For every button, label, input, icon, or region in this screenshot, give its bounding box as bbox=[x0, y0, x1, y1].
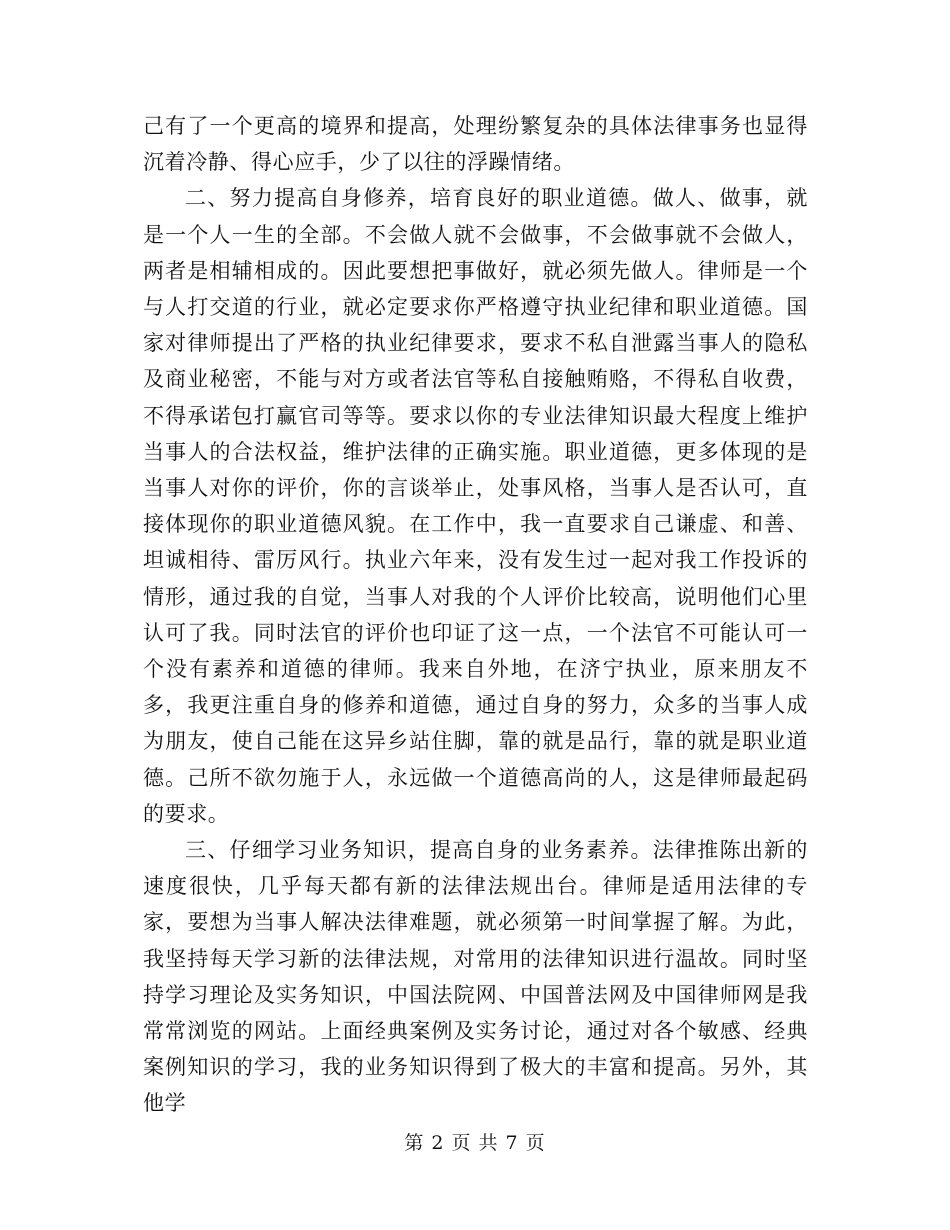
page-number-footer: 第 2 页 共 7 页 bbox=[404, 1132, 546, 1154]
document-body bbox=[143, 108, 808, 1122]
paragraph-business-knowledge: 三、仔细学习业务知识，提高自身的业务素养。法律推陈出新的速度很快，几乎每天都有新的法律法规出台。律师是适用法律的专家，要想为当事人解决法律难题，就必须第一时间掌握了解。为此，我坚持每天学习新的法律法规，对常用的法律知识进行温故。同时坚持学习理论及实务知识，中国法院网、中国普法网及中国律师网是我常常浏览的网站。上面经典案例及实务讨论，通过对各个敏感、经典案例知识的学习，我的业务知识得到了极大的丰富和提高。另外，其他学 bbox=[143, 838, 808, 1116]
paragraph-professional-ethics: 二、努力提高自身修养，培育良好的职业道德。做人、做事，就是一个人一生的全部。不会做人就不会做事，不会做事就不会做人，两者是相辅相成的。因此要想把事做好，就必须先做人。律师是一个与人打交道的行业，就必定要求你严格遵守执业纪律和职业道德。国家对律师提出了严格的执业纪律要求，要求不私自泄露当事人的隐私及商业秘密，不能与对方或者法官等私自接触贿赂，不得私自收费，不得承诺包打赢官司等等。要求以你的专业法律知识最大程度上维护当事人的合法权益，维护法律的正确实施。职业道德，更多体现的是当事人对你的评价，你的言谈举止，处事风格，当事人是否认可，直接体现你的职业道德风貌。在工作中，我一直要求自己谦虚、和善、坦诚相待、雷厉风行。执业六年来，没有发生过一起对我工作投诉的情形，通过我的自觉，当事人对我的个人评价比较高，说明他们心里认可了我。同时法官的评价也印证了这一点，一个法官不可能认可一个没有素养和道德的律师。我来自外地，在济宁执业，原来朋友不多，我更注重自身的修养和道德，通过自身的努力，众多的当事人成为朋友，使自己能在这异乡站住脚，靠的就是品行，靠的就是职业道德。己所不欲勿施于人，永远做一个道德高尚的人，这是律师最起码的要求。 bbox=[143, 186, 808, 826]
paragraph-continuation: 己有了一个更高的境界和提高，处理纷繁复杂的具体法律事务也显得沉着冷静、得心应手，少了以往的浮躁情绪。 bbox=[143, 114, 808, 175]
